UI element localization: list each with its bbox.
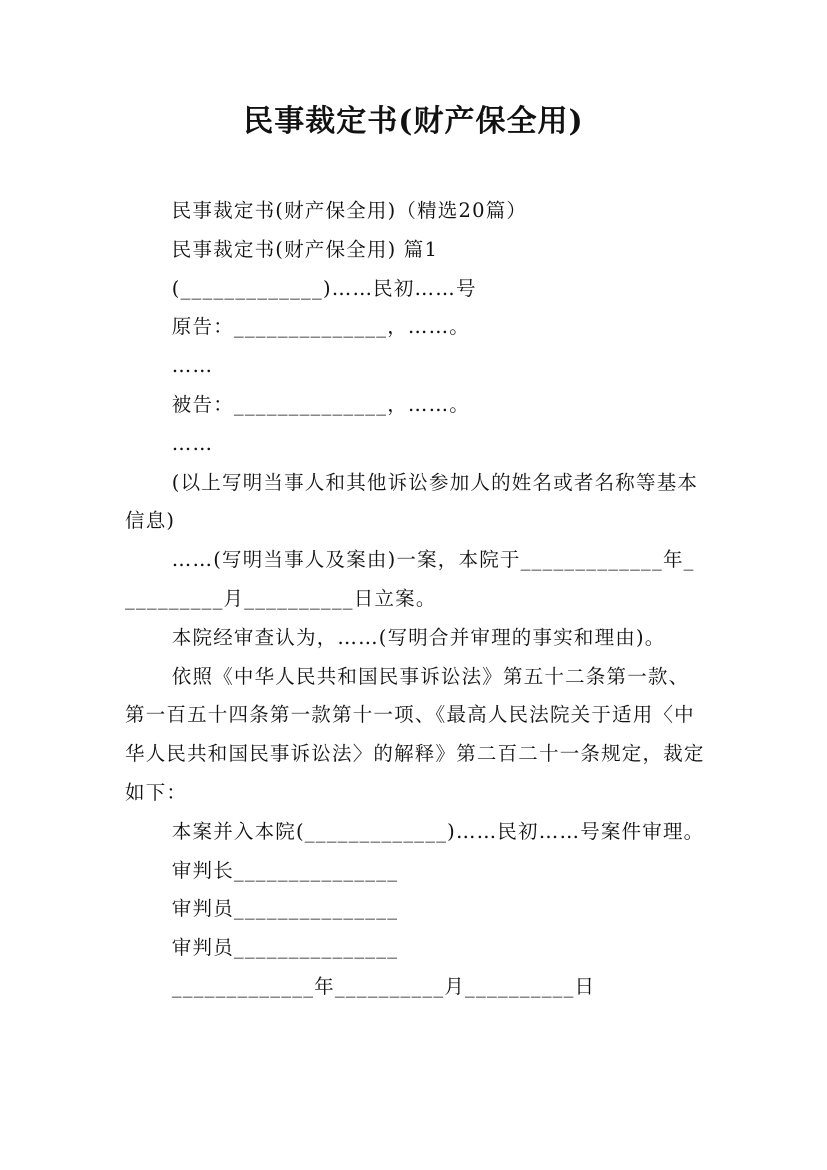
- signature-date: _____________年__________月__________日: [171, 974, 596, 998]
- document-body: [125, 192, 705, 1007]
- paragraph-ellipsis: ……: [171, 354, 214, 378]
- paragraph-section-heading: 民事裁定书(财产保全用) 篇1: [171, 237, 439, 261]
- paragraph-subtitle: 民事裁定书(财产保全用)（精选20篇）: [171, 199, 528, 222]
- paragraph-ellipsis: ……: [171, 431, 214, 455]
- paragraph-plaintiff: 原告：______________，……。: [171, 315, 470, 339]
- paragraph-review: 本院经审查认为，……(写明合并审理的事实和理由)。: [171, 625, 666, 649]
- paragraph-case-number: (_____________)……民初……号: [171, 276, 477, 300]
- paragraph-party-note: (以上写明当事人和其他诉讼参加人的姓名或者名称等基本信息): [125, 470, 699, 533]
- paragraph-defendant: 被告：______________，……。: [171, 392, 470, 416]
- signature-judge: 审判员_______________: [171, 936, 399, 960]
- signature-judge: 审判员_______________: [171, 897, 399, 921]
- paragraph-legal-basis: 依照《中华人民共和国民事诉讼法》第五十二条第一款、第一百五十四条第一款第十一项、《最高人民法院关于适用〈中华人民共和国民事诉讼法〉的解释》第二百二十一条规定，裁定如下：: [125, 664, 705, 804]
- document-title: 民事裁定书(财产保全用): [243, 104, 584, 139]
- paragraph-ruling: 本案并入本院(_____________)……民初……号案件审理。: [171, 819, 705, 843]
- signature-chief-judge: 审判长_______________: [171, 858, 399, 882]
- paragraph-case-filing: ……(写明当事人及案由)一案，本院于_____________年__________月__________日立案。: [125, 548, 695, 610]
